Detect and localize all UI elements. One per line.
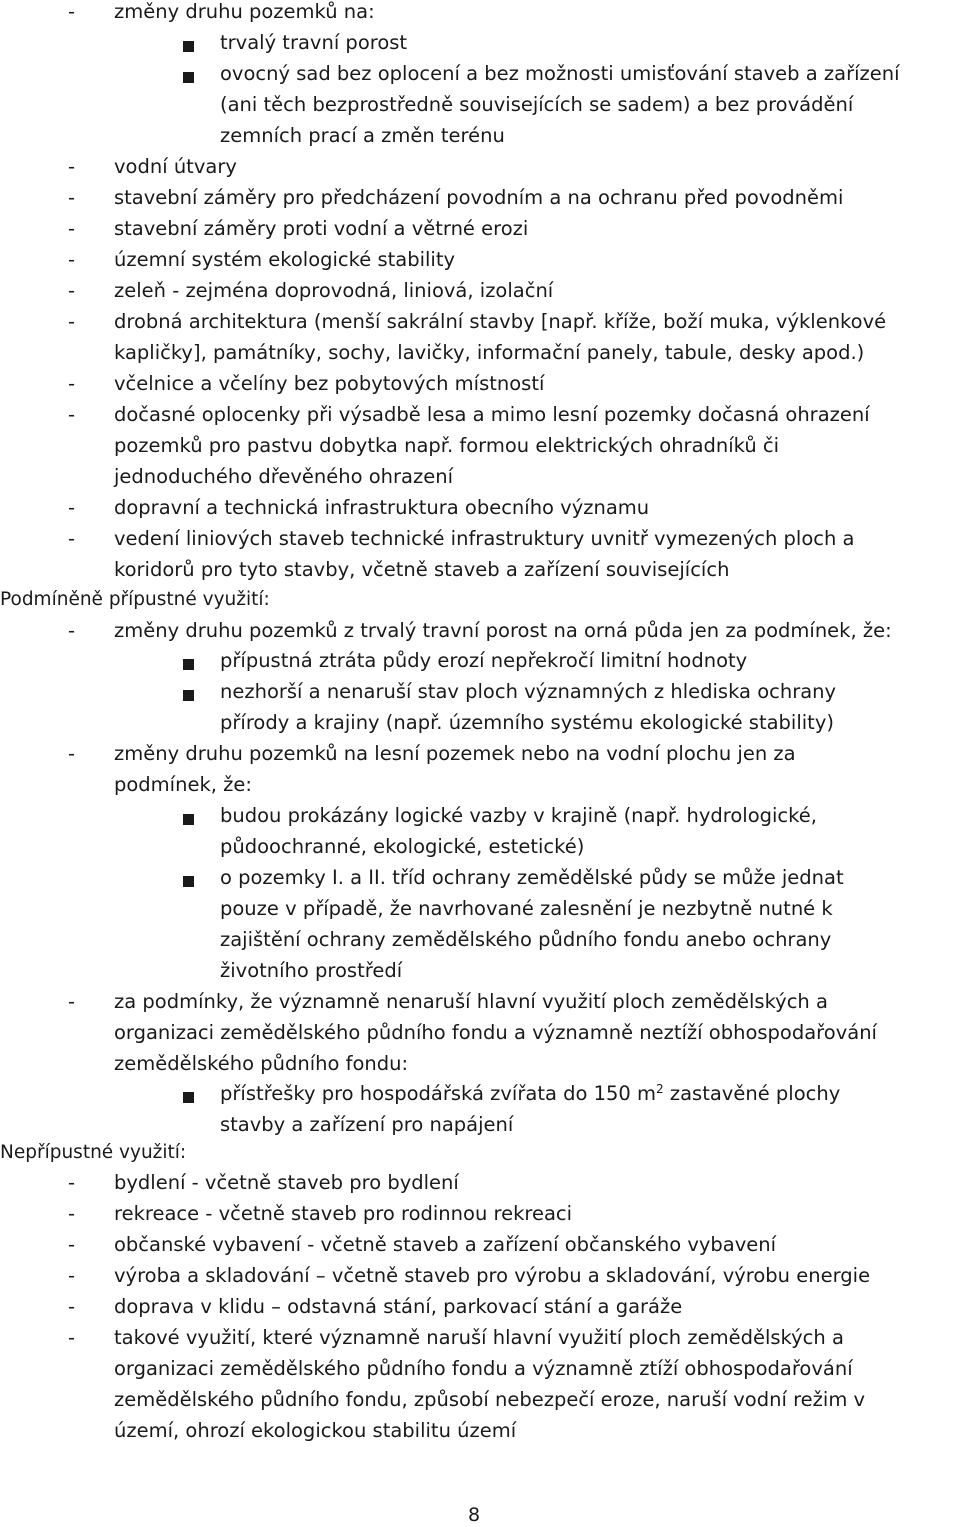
superscript: 2 <box>656 1082 664 1096</box>
list-item: vedení liniových staveb technické infrastruktury uvnitř vymezených ploch a <box>114 527 855 550</box>
section-heading-conditional: Podmíněně přípustné využití: <box>0 589 270 610</box>
list-item: dopravní a technická infrastruktura obecního významu <box>114 496 650 519</box>
list-dash: - <box>68 0 76 23</box>
sub-list-item-cont: zajištění ochrany zemědělského půdního fondu anebo ochrany <box>220 928 832 951</box>
list-item-cont: koridorů pro tyto stavby, včetně staveb a zařízení souvisejících <box>114 558 730 581</box>
list-dash: - <box>68 1171 76 1194</box>
list-dash: - <box>68 1326 76 1349</box>
sub-list-item-cont: (ani těch bezprostředně souvisejících se sadem) a bez provádění <box>220 93 854 116</box>
sub-list-item-cont: půdoochranné, ekologické, estetické) <box>220 835 585 858</box>
sub-list-item-cont: stavby a zařízení pro napájení <box>220 1113 514 1136</box>
list-item: stavební záměry proti vodní a větrné erozi <box>114 217 529 240</box>
list-item: změny druhu pozemků z trvalý travní porost na orná půda jen za podmínek, že: <box>114 619 892 642</box>
list-item: stavební záměry pro předcházení povodním a na ochranu před povodněmi <box>114 186 844 209</box>
list-dash: - <box>68 1202 76 1225</box>
list-dash: - <box>68 279 76 302</box>
list-dash: - <box>68 248 76 271</box>
sub-list-item: nezhorší a nenaruší stav ploch významných z hlediska ochrany <box>220 680 837 703</box>
square-bullet-icon <box>183 876 194 887</box>
list-item-cont: zemědělského půdního fondu, způsobí nebezpečí eroze, naruší vodní režim v <box>114 1388 866 1411</box>
square-bullet-icon <box>183 814 194 825</box>
sub-list-item: přípustná ztráta půdy erozí nepřekročí limitní hodnoty <box>220 649 748 672</box>
list-item: za podmínky, že významně nenaruší hlavní využití ploch zemědělských a <box>114 990 828 1013</box>
sub-list-item-text: přístřešky pro hospodářská zvířata do 150 m <box>220 1082 657 1105</box>
list-item: dočasné oplocenky při výsadbě lesa a mimo lesní pozemky dočasná ohrazení <box>114 403 870 426</box>
list-item-cont: kapličky], památníky, sochy, lavičky, informační panely, tabule, desky apod.) <box>114 341 865 364</box>
square-bullet-icon <box>183 1092 194 1103</box>
list-item-cont: jednoduchého dřevěného ohrazení <box>114 465 453 488</box>
list-dash: - <box>68 990 76 1013</box>
list-item: občanské vybavení - včetně staveb a zařízení občanského vybavení <box>114 1233 777 1256</box>
sub-list-item <box>220 1082 840 1106</box>
list-dash: - <box>68 619 76 642</box>
sub-list-item: budou prokázány logické vazby v krajině (např. hydrologické, <box>220 804 817 827</box>
section-heading-prohibited: Nepřípustné využití: <box>0 1142 187 1163</box>
list-item-cont: zemědělského půdního fondu: <box>114 1052 409 1075</box>
list-dash: - <box>68 310 76 333</box>
list-item: územní systém ekologické stability <box>114 248 456 271</box>
list-item: bydlení - včetně staveb pro bydlení <box>114 1171 459 1194</box>
list-item: drobná architektura (menší sakrální stavby [např. kříže, boží muka, výklenkové <box>114 310 887 333</box>
list-dash: - <box>68 1233 76 1256</box>
list-dash: - <box>68 1295 76 1318</box>
page-number: 8 <box>468 1504 481 1526</box>
sub-list-item: trvalý travní porost <box>220 31 408 54</box>
list-dash: - <box>68 155 76 178</box>
sub-list-item-text: zastavěné plochy <box>663 1082 841 1105</box>
list-item-cont: území, ohrozí ekologickou stabilitu území <box>114 1419 517 1442</box>
list-item-cont: organizaci zemědělského půdního fondu a významně neztíží obhospodařování <box>114 1021 877 1044</box>
sub-list-item-cont: zemních prací a změn terénu <box>220 124 505 147</box>
list-item-cont: organizaci zemědělského půdního fondu a významně ztíží obhospodařování <box>114 1357 853 1380</box>
sub-list-item-cont: pouze v případě, že navrhované zalesnění je nezbytně nutné k <box>220 897 833 920</box>
list-dash: - <box>68 186 76 209</box>
list-item: výroba a skladování – včetně staveb pro výrobu a skladování, výrobu energie <box>114 1264 871 1287</box>
list-item: včelnice a včelíny bez pobytových místností <box>114 372 545 395</box>
list-item-cont: pozemků pro pastvu dobytka např. formou elektrických ohradníků či <box>114 434 780 457</box>
sub-list-item: ovocný sad bez oplocení a bez možnosti umisťování staveb a zařízení <box>220 62 900 85</box>
list-dash: - <box>68 372 76 395</box>
list-dash: - <box>68 1264 76 1287</box>
list-dash: - <box>68 217 76 240</box>
sub-list-item-cont: životního prostředí <box>220 959 403 982</box>
list-item: změny druhu pozemků na lesní pozemek nebo na vodní plochu jen za <box>114 742 796 765</box>
list-item: vodní útvary <box>114 155 237 178</box>
sub-list-item-cont: přírody a krajiny (např. územního systému ekologické stability) <box>220 711 834 734</box>
list-item: doprava v klidu – odstavná stání, parkovací stání a garáže <box>114 1295 683 1318</box>
list-dash: - <box>68 742 76 765</box>
sub-list-item: o pozemky I. a II. tříd ochrany zemědělské půdy se může jednat <box>220 866 844 889</box>
list-dash: - <box>68 527 76 550</box>
list-dash: - <box>68 496 76 519</box>
square-bullet-icon <box>183 690 194 701</box>
list-item: změny druhu pozemků na: <box>114 0 375 23</box>
list-dash: - <box>68 403 76 426</box>
list-item-cont: podmínek, že: <box>114 773 252 796</box>
list-item: zeleň - zejména doprovodná, liniová, izolační <box>114 279 554 302</box>
square-bullet-icon <box>183 659 194 670</box>
square-bullet-icon <box>183 72 194 83</box>
list-item: rekreace - včetně staveb pro rodinnou rekreaci <box>114 1202 573 1225</box>
list-item: takové využití, které významně naruší hlavní využití ploch zemědělských a <box>114 1326 844 1349</box>
square-bullet-icon <box>183 41 194 52</box>
